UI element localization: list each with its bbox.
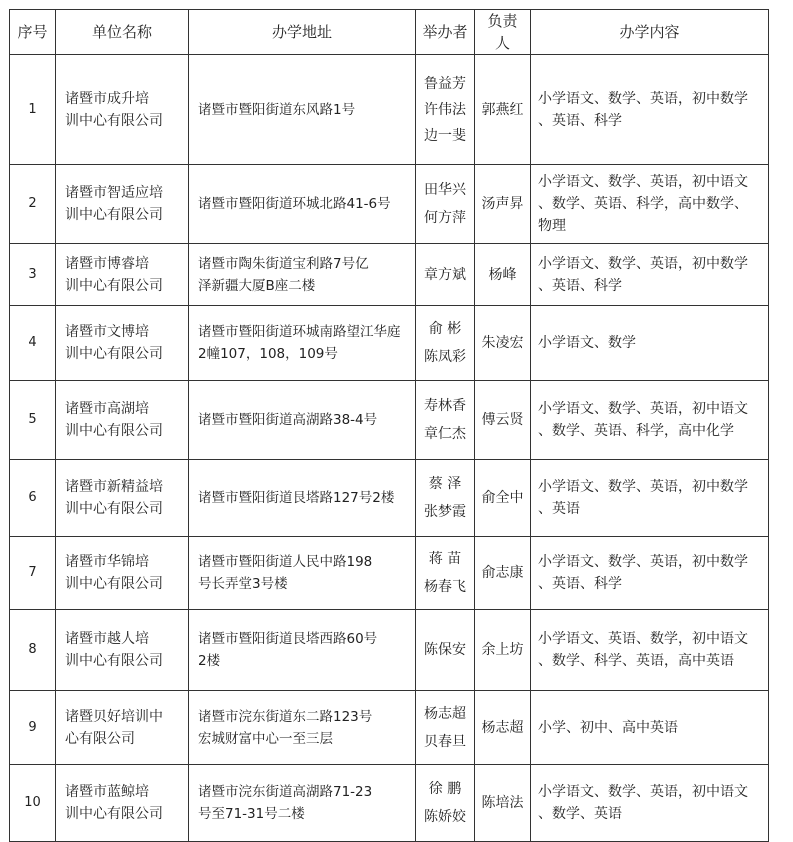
cell-address — [189, 691, 416, 765]
cell-responsible: 余上坊 — [475, 610, 531, 691]
cell-responsible: 杨峰 — [475, 244, 531, 306]
cell-address — [189, 55, 416, 165]
cell-no: 8 — [10, 610, 56, 691]
content-line: 、英语、科学 — [538, 112, 622, 129]
cell-organizer — [416, 165, 475, 244]
name-line: 诸暨市越人培 — [65, 631, 149, 647]
cell-address — [189, 165, 416, 244]
name-line: 训中心有限公司 — [65, 112, 163, 129]
cell-organizer — [416, 691, 475, 765]
name-line: 训中心有限公司 — [65, 501, 163, 517]
organizer-name: 杨志超 — [424, 705, 466, 722]
name-line: 诸暨市高湖培 — [65, 401, 149, 417]
address-line: 诸暨市浣东街道高湖路71-23 — [198, 784, 373, 800]
header-responsible: 负责人 — [475, 10, 531, 55]
cell-responsible: 汤声昇 — [475, 165, 531, 244]
content-line: 、英语、科学 — [538, 277, 622, 294]
cell-address — [189, 306, 416, 381]
name-line: 训中心有限公司 — [65, 346, 163, 362]
content-line: 、英语 — [538, 501, 580, 517]
table-row — [10, 537, 769, 610]
organizer-name: 边一斐 — [424, 127, 466, 144]
content-line: 小学语文、数学、英语，初中数学 — [538, 255, 748, 272]
cell-name — [56, 165, 189, 244]
table-row — [10, 765, 769, 842]
content-line: 小学语文、数学、英语，初中数学 — [538, 554, 748, 570]
cell-address — [189, 610, 416, 691]
address-line: 诸暨市暨阳街道人民中路198 — [198, 554, 373, 570]
organizer-name: 杨春飞 — [424, 579, 466, 595]
address-line: 诸暨市浣东街道东二路123号 — [198, 708, 373, 725]
address-line: 2楼 — [198, 653, 221, 669]
organizer-name: 章仁杰 — [424, 426, 466, 442]
cell-no: 3 — [10, 244, 56, 306]
name-line: 诸暨市文博培 — [65, 324, 149, 340]
organizer-name: 蔡 泽 — [428, 476, 462, 492]
table-row — [10, 691, 769, 765]
header-organizer: 举办者 — [416, 10, 475, 55]
cell-address — [189, 537, 416, 610]
name-line: 诸暨市智适应培 — [65, 185, 163, 201]
header-no: 序号 — [10, 10, 56, 55]
cell-no: 7 — [10, 537, 56, 610]
content-line: 小学语文、数学 — [538, 335, 636, 351]
cell-content — [531, 691, 769, 765]
cell-no: 10 — [10, 765, 56, 842]
organizer-name: 章方斌 — [424, 266, 466, 283]
cell-organizer — [416, 537, 475, 610]
cell-responsible: 俞全中 — [475, 460, 531, 537]
cell-organizer — [416, 381, 475, 460]
cell-no: 6 — [10, 460, 56, 537]
address-line: 诸暨市暨阳街道艮塔西路60号 — [198, 631, 378, 647]
organizer-name: 田华兴 — [424, 182, 466, 198]
organizer-name: 张梦霞 — [424, 504, 466, 520]
organizer-name: 陈保安 — [424, 642, 466, 658]
organizer-name: 寿林香 — [424, 398, 466, 414]
cell-address — [189, 765, 416, 842]
table-row — [10, 460, 769, 537]
name-line: 训中心有限公司 — [65, 207, 163, 223]
cell-no: 2 — [10, 165, 56, 244]
name-line: 心有限公司 — [65, 730, 135, 747]
cell-responsible: 陈培法 — [475, 765, 531, 842]
cell-organizer — [416, 610, 475, 691]
cell-name — [56, 691, 189, 765]
content-line: 小学语文、数学、英语，初中语文 — [538, 784, 748, 800]
cell-no: 4 — [10, 306, 56, 381]
content-line: 、数学、科学、英语，高中英语 — [538, 653, 734, 669]
content-line: 、数学、英语、科学，高中数学、 — [538, 196, 748, 212]
table-body — [10, 55, 769, 842]
address-line: 诸暨市暨阳街道东风路1号 — [198, 101, 356, 118]
organizer-name: 陈凤彩 — [424, 349, 466, 365]
cell-name — [56, 244, 189, 306]
content-line: 、数学、英语、科学，高中化学 — [538, 423, 734, 439]
address-line: 2幢107，108，109号 — [198, 346, 338, 362]
name-line: 诸暨市博睿培 — [65, 255, 149, 272]
content-line: 小学语文、数学、英语，初中语文 — [538, 401, 748, 417]
cell-organizer — [416, 244, 475, 306]
table-row — [10, 55, 769, 165]
content-line: 小学、初中、高中英语 — [538, 719, 678, 736]
cell-name — [56, 381, 189, 460]
name-line: 训中心有限公司 — [65, 806, 163, 822]
organizer-name: 贝春旦 — [424, 733, 466, 750]
cell-content — [531, 537, 769, 610]
name-line: 训中心有限公司 — [65, 653, 163, 669]
content-line: 物理 — [538, 218, 566, 234]
table-row — [10, 244, 769, 306]
header-content: 办学内容 — [531, 10, 769, 55]
cell-responsible: 郭燕红 — [475, 55, 531, 165]
name-line: 训中心有限公司 — [65, 277, 163, 294]
cell-organizer — [416, 460, 475, 537]
header-name: 单位名称 — [56, 10, 189, 55]
cell-organizer — [416, 765, 475, 842]
content-line: 小学语文、数学、英语，初中数学 — [538, 90, 748, 107]
cell-content — [531, 610, 769, 691]
organizer-name: 何方萍 — [424, 210, 466, 226]
cell-content — [531, 460, 769, 537]
institutions-table — [9, 9, 769, 842]
header-address: 办学地址 — [189, 10, 416, 55]
table-row — [10, 381, 769, 460]
name-line: 诸暨市新精益培 — [65, 479, 163, 495]
cell-organizer — [416, 306, 475, 381]
cell-responsible: 俞志康 — [475, 537, 531, 610]
address-line: 诸暨市暨阳街道艮塔路127号2楼 — [198, 490, 395, 506]
cell-name — [56, 610, 189, 691]
name-line: 训中心有限公司 — [65, 576, 163, 592]
content-line: 、数学、英语 — [538, 806, 622, 822]
address-line: 宏城财富中心一至三层 — [198, 730, 333, 747]
header-row — [10, 10, 769, 55]
cell-content — [531, 381, 769, 460]
cell-name — [56, 460, 189, 537]
cell-name — [56, 765, 189, 842]
cell-no: 9 — [10, 691, 56, 765]
cell-responsible: 杨志超 — [475, 691, 531, 765]
organizer-name: 许伟法 — [424, 101, 466, 118]
address-line: 诸暨市暨阳街道环城北路41-6号 — [198, 196, 391, 212]
content-line: 小学语文、英语、数学，初中语文 — [538, 631, 748, 647]
name-line: 诸暨市成升培 — [65, 90, 149, 107]
organizer-name: 徐 鹏 — [428, 781, 462, 797]
cell-name — [56, 537, 189, 610]
name-line: 诸暨贝好培训中 — [65, 708, 163, 725]
cell-content — [531, 165, 769, 244]
organizer-name: 鲁益芳 — [424, 75, 466, 92]
organizer-name: 陈娇姣 — [424, 809, 466, 825]
cell-no: 5 — [10, 381, 56, 460]
content-line: 、英语、科学 — [538, 576, 622, 592]
cell-name — [56, 55, 189, 165]
content-line: 小学语文、数学、英语，初中数学 — [538, 479, 748, 495]
cell-organizer — [416, 55, 475, 165]
table-row — [10, 165, 769, 244]
table-row — [10, 306, 769, 381]
cell-address — [189, 244, 416, 306]
cell-content — [531, 765, 769, 842]
content-line: 小学语文、数学、英语，初中语文 — [538, 174, 748, 190]
cell-responsible: 朱凌宏 — [475, 306, 531, 381]
name-line: 训中心有限公司 — [65, 423, 163, 439]
name-line: 诸暨市蓝鲸培 — [65, 784, 149, 800]
organizer-name: 蒋 苗 — [428, 551, 462, 567]
name-line: 诸暨市华锦培 — [65, 554, 149, 570]
organizer-name: 俞 彬 — [428, 321, 462, 337]
cell-content — [531, 55, 769, 165]
table-row — [10, 610, 769, 691]
cell-name — [56, 306, 189, 381]
address-line: 号至71-31号二楼 — [198, 806, 305, 822]
cell-no: 1 — [10, 55, 56, 165]
address-line: 泽新疆大厦B座二楼 — [198, 277, 316, 294]
cell-responsible: 傅云贤 — [475, 381, 531, 460]
address-line: 号长弄堂3号楼 — [198, 576, 288, 592]
address-line: 诸暨市暨阳街道高湖路38-4号 — [198, 412, 378, 428]
address-line: 诸暨市暨阳街道环城南路望江华庭 — [198, 324, 401, 340]
address-line: 诸暨市陶朱街道宝利路7号亿 — [198, 255, 369, 272]
cell-address — [189, 460, 416, 537]
cell-content — [531, 306, 769, 381]
cell-address — [189, 381, 416, 460]
cell-content — [531, 244, 769, 306]
